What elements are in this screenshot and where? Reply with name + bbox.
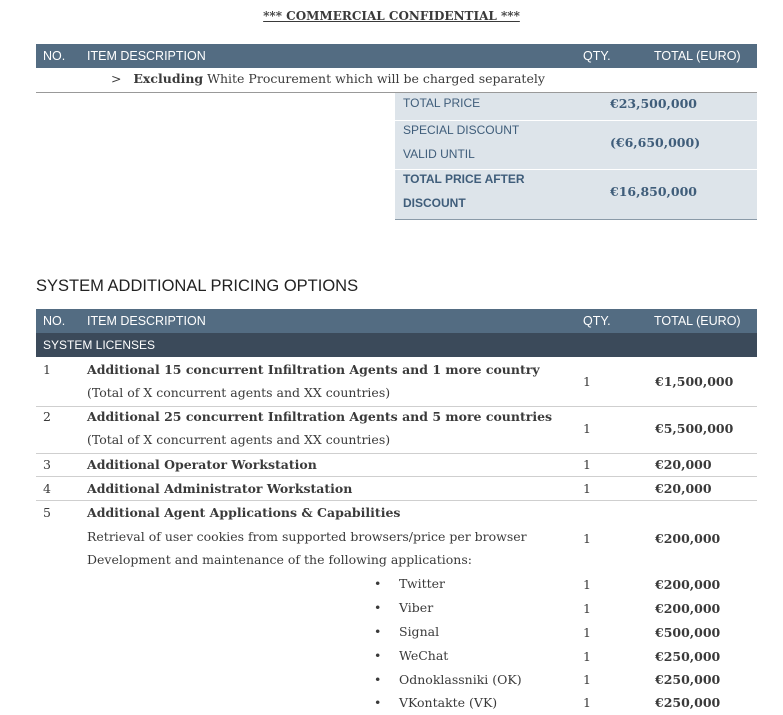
row-total: €1,500,000 xyxy=(655,374,734,389)
row-subtitle: (Total of X concurrent agents and XX countries) xyxy=(87,385,391,400)
app-total: €500,000 xyxy=(655,625,721,640)
bullet-icon: • xyxy=(374,600,382,615)
bullet-icon: • xyxy=(374,695,382,710)
row-qty: 1 xyxy=(583,531,591,546)
app-qty: 1 xyxy=(583,625,591,640)
row-total: €200,000 xyxy=(655,531,721,546)
app-name: Signal xyxy=(399,624,440,639)
header-description: ITEM DESCRIPTION xyxy=(87,49,206,63)
row-title: Additional Operator Workstation xyxy=(87,457,317,472)
options-table-header xyxy=(36,309,757,333)
row-title: Additional 15 concurrent Infiltration Agents and 1 more country xyxy=(87,362,540,377)
app-qty: 1 xyxy=(583,649,591,664)
special-discount-label: SPECIAL DISCOUNT xyxy=(403,123,520,137)
header-no: NO. xyxy=(43,49,66,63)
row-title: Additional Administrator Workstation xyxy=(87,481,353,496)
divider xyxy=(36,476,757,477)
header-description: ITEM DESCRIPTION xyxy=(87,314,206,328)
row-number: 4 xyxy=(43,481,51,496)
app-qty: 1 xyxy=(583,577,591,592)
row-number: 2 xyxy=(43,409,51,424)
app-name: VKontakte (VK) xyxy=(399,695,498,710)
app-qty: 1 xyxy=(583,601,591,616)
section-header xyxy=(36,333,757,357)
row-title: Additional 25 concurrent Infiltration Agents and 5 more countries xyxy=(87,409,553,424)
divider xyxy=(395,169,757,170)
row-qty: 1 xyxy=(583,421,591,436)
total-after-discount-label-2: DISCOUNT xyxy=(403,196,466,210)
note-marker: > xyxy=(111,71,122,86)
app-total: €250,000 xyxy=(655,672,721,687)
row-subtitle: (Total of X concurrent agents and XX countries) xyxy=(87,432,391,447)
row-number: 5 xyxy=(43,505,51,520)
divider xyxy=(36,500,757,501)
app-qty: 1 xyxy=(583,695,591,710)
bullet-icon: • xyxy=(374,672,382,687)
app-name: WeChat xyxy=(399,648,449,663)
app-name: Twitter xyxy=(399,576,446,591)
section-label: SYSTEM LICENSES xyxy=(43,338,156,352)
app-total: €250,000 xyxy=(655,649,721,664)
bullet-icon: • xyxy=(374,648,382,663)
special-discount-value: (€6,650,000) xyxy=(610,135,701,150)
table-header xyxy=(36,44,757,68)
row-number: 3 xyxy=(43,457,51,472)
row-title: Additional Agent Applications & Capabilities xyxy=(87,505,401,520)
note-line xyxy=(111,71,545,86)
row-total: €20,000 xyxy=(655,481,712,496)
total-after-discount-value: €16,850,000 xyxy=(610,184,697,199)
header-total: TOTAL (EURO) xyxy=(654,49,741,63)
row-number: 1 xyxy=(43,362,51,377)
total-after-discount-label-1: TOTAL PRICE AFTER xyxy=(403,172,525,186)
confidential-banner: *** COMMERCIAL CONFIDENTIAL *** xyxy=(263,9,520,23)
row-subtitle-2: Development and maintenance of the following applications: xyxy=(87,552,472,567)
note-text: White Procurement which will be charged separately xyxy=(207,71,545,86)
note-bold: Excluding xyxy=(133,71,204,86)
divider xyxy=(36,406,757,407)
row-qty: 1 xyxy=(583,481,591,496)
header-qty: QTY. xyxy=(583,49,611,63)
header-qty: QTY. xyxy=(583,314,611,328)
app-name: Odnoklassniki (OK) xyxy=(399,672,522,687)
row-subtitle: Retrieval of user cookies from supported browsers/price per browser xyxy=(87,529,527,544)
row-qty: 1 xyxy=(583,374,591,389)
row-total: €20,000 xyxy=(655,457,712,472)
valid-until-label: VALID UNTIL xyxy=(403,147,475,161)
app-qty: 1 xyxy=(583,672,591,687)
divider xyxy=(395,219,757,220)
total-price-value: €23,500,000 xyxy=(610,96,697,111)
app-total: €200,000 xyxy=(655,577,721,592)
bullet-icon: • xyxy=(374,576,382,591)
options-title: SYSTEM ADDITIONAL PRICING OPTIONS xyxy=(36,277,359,295)
total-price-label: TOTAL PRICE xyxy=(403,96,481,110)
divider xyxy=(36,453,757,454)
summary-box xyxy=(395,93,757,219)
app-total: €250,000 xyxy=(655,695,721,710)
bullet-icon: • xyxy=(374,624,382,639)
row-qty: 1 xyxy=(583,457,591,472)
app-name: Viber xyxy=(399,600,434,615)
row-total: €5,500,000 xyxy=(655,421,734,436)
header-no: NO. xyxy=(43,314,66,328)
divider xyxy=(395,120,757,121)
header-total: TOTAL (EURO) xyxy=(654,314,741,328)
app-total: €200,000 xyxy=(655,601,721,616)
